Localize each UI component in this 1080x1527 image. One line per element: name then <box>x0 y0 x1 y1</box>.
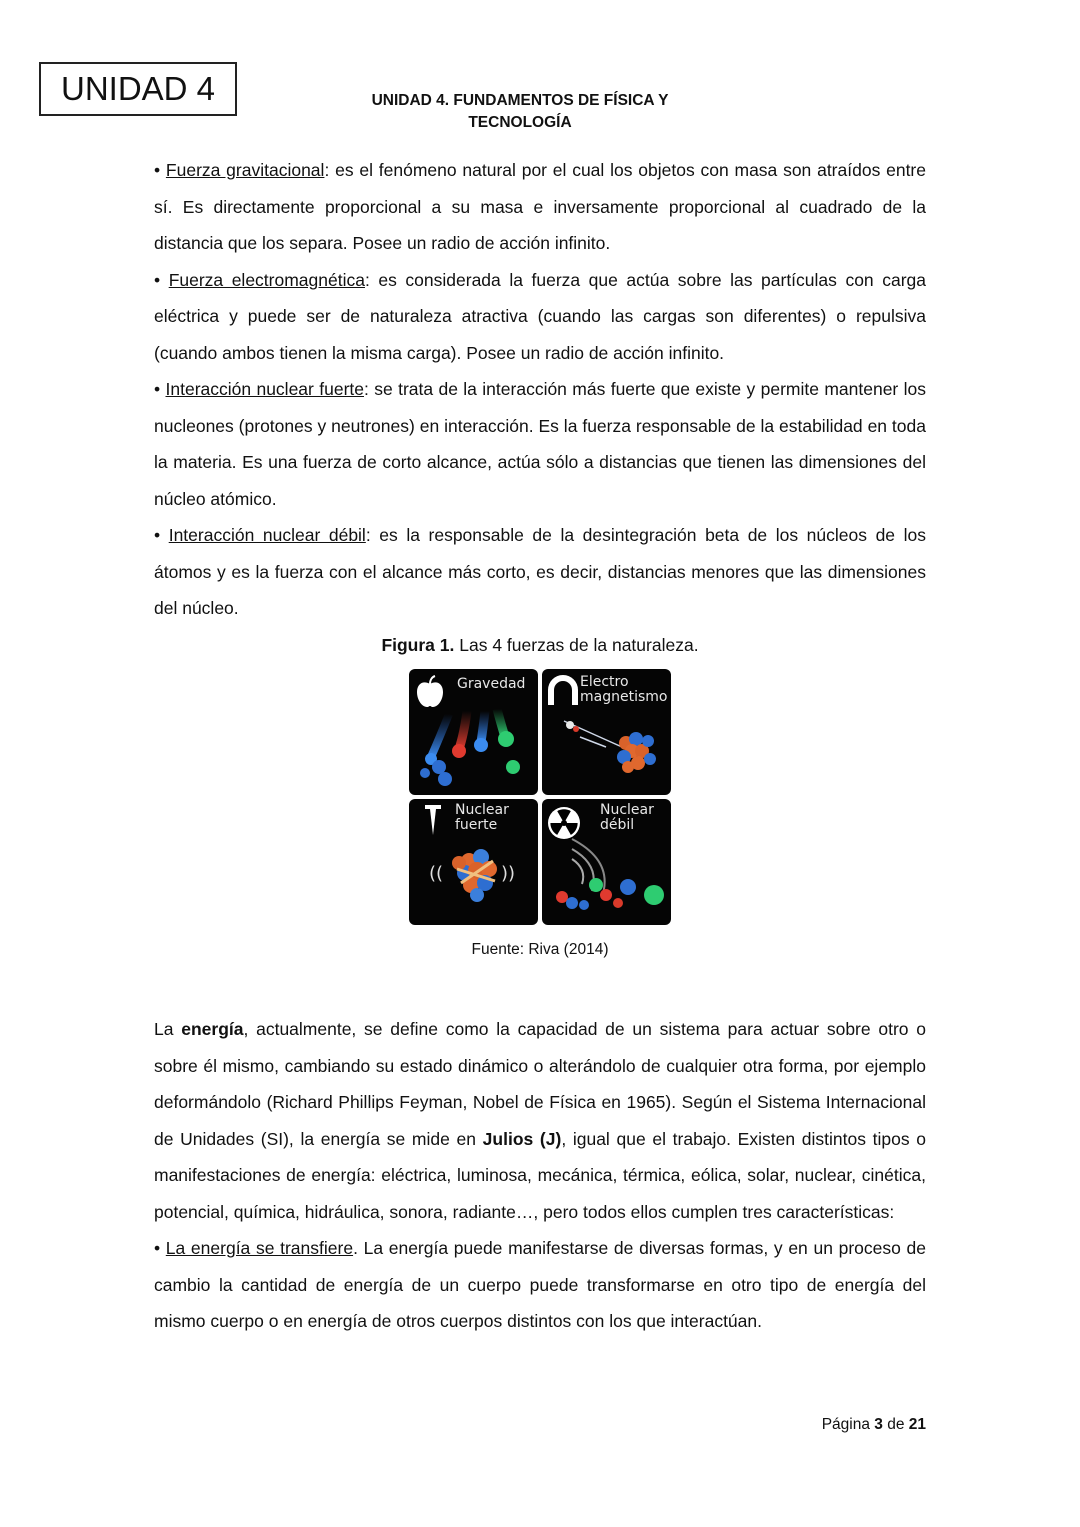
bullet-energy-transfer: • La energía se transfiere. La energía puede manifestarse de diversas formas, y en un proceso de cambio la cantidad de energía de un cuerpo puede transformarse en otro tipo de energía del mismo cuerpo o en energía de otros cuerpos distintos con los que interactúan. <box>154 1238 926 1331</box>
text-electromagnetic: : es considerada la fuerza que actúa sobre las partículas con carga eléctrica y puede ser de naturaleza atractiva (cuando las cargas son diferentes) o repulsiva (cuando ambos tienen la misma carga). Posee un radio de acción infinito. <box>154 269 926 363</box>
figure-caption-number: Figura 1. <box>381 634 455 655</box>
tile-label-electromagnetism: Electro magnetismo <box>580 674 668 705</box>
tile-gravity <box>409 669 538 795</box>
apple-icon <box>415 675 445 709</box>
figure-container <box>154 669 926 925</box>
term-strong-nuclear: Interacción nuclear fuerte <box>165 379 364 399</box>
tile-weak-nuclear <box>542 799 671 925</box>
page-number <box>822 1416 926 1434</box>
page-header-title <box>300 90 740 134</box>
svg-text:((: (( <box>429 863 444 884</box>
page-number-prefix: Página <box>821 1416 875 1433</box>
bullet-gravity: • Fuerza gravitacional: es el fenómeno natural por el cual los objetos con masa son atraídos entre sí. Es directamente proporcional a su masa e inversamente proporcional al cuadrado de la distancia que los separa. Posee un radio de acción infinito. <box>154 160 926 253</box>
page-number-total: 21 <box>908 1416 926 1433</box>
energy-paragraph <box>154 1011 926 1230</box>
energy-unit: Julios (J) <box>482 1128 562 1149</box>
term-energy-transfer: La energía se transfiere <box>165 1238 354 1258</box>
tile-label-strong-nuclear: Nuclear fuerte <box>455 802 509 833</box>
tile-label-gravity: Gravedad <box>457 676 526 692</box>
document-body <box>154 152 926 1340</box>
term-electromagnetic: Fuerza electromagnética <box>168 269 365 290</box>
text-gravity: : es el fenómeno natural por el cual los objetos con masa son atraídos entre sí. Es directamente proporcional a su masa e inversamente proporcional al cuadrado de la distancia que los separa. Posee un radio de acción infinito. <box>154 160 926 253</box>
unit-label-box: UNIDAD 4 <box>39 62 237 116</box>
page-number-current: 3 <box>874 1416 883 1433</box>
forces-figure <box>409 669 671 925</box>
text-strong-nuclear: : se trata de la interacción más fuerte que existe y permite mantener los nucleones (protones y neutrones) en interacción. Es la fuerza responsable de la estabilidad en toda la materia. Es una fuerza de corto alcance, actúa sólo a distancias que tienen las dimensiones del núcleo atómico. <box>154 379 926 509</box>
magnet-icon <box>546 675 580 709</box>
text-weak-nuclear: : es la responsable de la desintegración beta de los núcleos de los átomos y es la fuerza con el alcance más corto, es decir, distancias menores que las dimensiones del núcleo. <box>154 525 926 618</box>
term-gravity: Fuerza gravitacional <box>165 160 325 180</box>
figure-source: Fuente: Riva (2014) <box>471 941 609 958</box>
bullet-strong-nuclear: • Interacción nuclear fuerte: se trata de la interacción más fuerte que existe y permite mantener los nucleones (protones y neutrones) en interacción. Es la fuerza responsable de la estabilidad en toda la materia. Es una fuerza de corto alcance, actúa sólo a distancias que tienen las dimensiones del núcleo atómico. <box>154 379 926 509</box>
tile-label-weak-nuclear: Nuclear débil <box>600 802 654 833</box>
energy-term: energía <box>181 1019 244 1039</box>
tile-electromagnetism <box>542 669 671 795</box>
energy-text-c: , igual que el trabajo. Existen distintos tipos o manifestaciones de energía: eléctrica, luminosa, mecánica, térmica, eólica, solar, nuclear, cinética, potencial, química, hidráulica, sonora, radiante…, pero todos ellos cumplen tres características: <box>154 1128 926 1222</box>
header-title-line1: UNIDAD 4. FUNDAMENTOS DE FÍSICA Y <box>371 92 669 109</box>
page-number-middle: de <box>882 1416 909 1433</box>
radiation-icon <box>546 805 582 841</box>
header-title-line2: TECNOLOGÍA <box>468 114 572 131</box>
nail-icon <box>423 803 443 837</box>
energy-text-b: , actualmente, se define como la capacidad de un sistema para actuar sobre otro o sobre él mismo, cambiando su estado dinámico o alterándolo de cualquier otra forma, por ejemplo deformándolo (Richard Phillips Feyman, Nobel de Física en 1965). Según el Sistema Internacional de Unidades (SI), la energía se mide en <box>154 1019 927 1149</box>
bullet-weak-nuclear: • Interacción nuclear débil: es la responsable de la desintegración beta de los núcleos de los átomos y es la fuerza con el alcance más corto, es decir, distancias menores que las dimensiones del núcleo. <box>154 525 926 618</box>
svg-text:)): )) <box>501 863 516 884</box>
tile-strong-nuclear <box>409 799 538 925</box>
energy-text-a: La <box>154 1019 182 1039</box>
term-weak-nuclear: Interacción nuclear débil <box>168 525 366 545</box>
bullet-electromagnetic: • Fuerza electromagnética: es considerada la fuerza que actúa sobre las partículas con carga eléctrica y puede ser de naturaleza atractiva (cuando las cargas son diferentes) o repulsiva (cuando ambos tienen la misma carga). Posee un radio de acción infinito. <box>154 269 926 363</box>
text-energy-transfer: . La energía puede manifestarse de diversas formas, y en un proceso de cambio la cantidad de energía de un cuerpo puede transformarse en otro tipo de energía del mismo cuerpo o en energía de otros cuerpos distintos con los que interactúan. <box>154 1238 926 1331</box>
figure-caption-text: Las 4 fuerzas de la naturaleza. <box>454 634 699 655</box>
figure-caption <box>154 627 926 664</box>
